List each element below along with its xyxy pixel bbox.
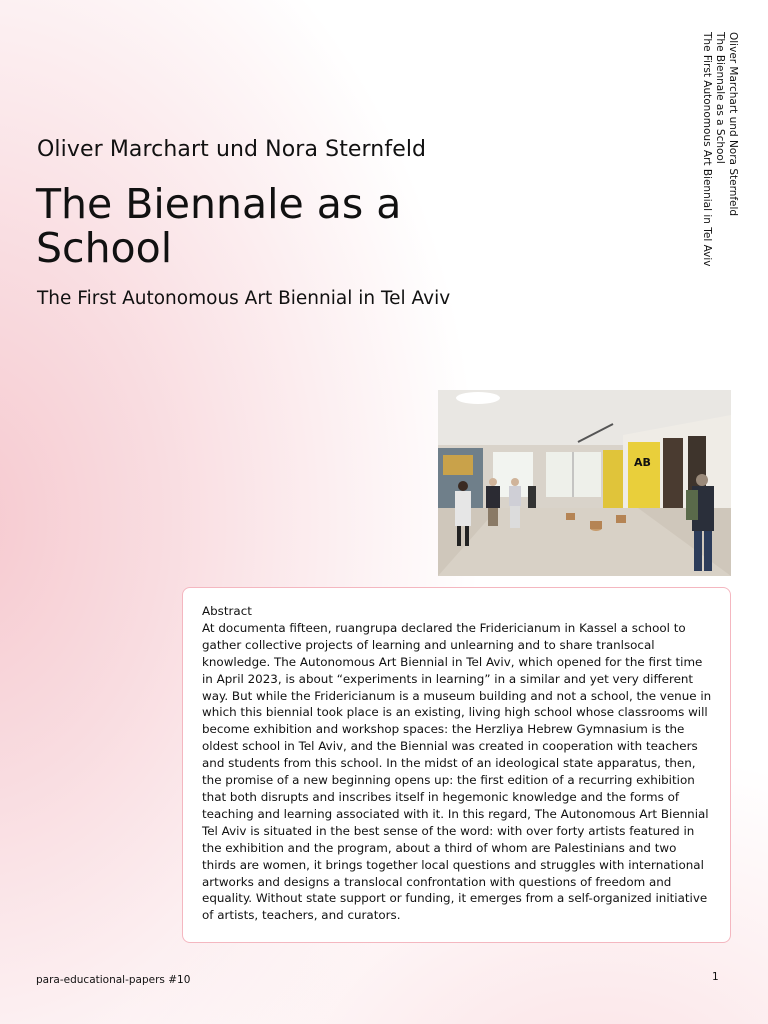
vertical-running-header xyxy=(697,32,739,272)
running-header-authors: Oliver Marchart und Nora Sternfeld xyxy=(727,32,739,217)
running-header-title: The Biennale as a School xyxy=(714,32,726,164)
exhibition-photo xyxy=(438,390,731,576)
abstract-box xyxy=(182,587,731,943)
abstract-label: Abstract xyxy=(202,604,252,618)
page-number: 1 xyxy=(712,971,719,983)
author-line: Oliver Marchart und Nora Sternfeld xyxy=(37,137,427,162)
page-title: The Biennale as a School xyxy=(36,180,402,272)
footer-series: para-educational-papers #10 xyxy=(36,974,191,986)
abstract-text: At documenta fifteen, ruangrupa declared the Fridericianum in Kassel a school to gather collective projects of learning and unlearning and to share tranlsocal knowledge. The Autonomous Art Biennial in Tel Aviv, which opened for the first time in April 2023, is about “experiments in learning” in a similar and yet very different way. But while the Fridericianum is a museum building and not a school, the venue in which this biennial took place is an existing, living high school whose classrooms will become exhibition and workshop spaces: the Herzliya Hebrew Gymnasium is the oldest school in Tel Aviv, and the Biennial was created in cooperation with teachers and students from this school. In the midst of an ideological state apparatus, then, the promise of a new beginning opens up: the first edition of a recurring exhibition that both disrupts and inscribes itself in hegemonic knowledge and the forms of teaching and learning associated with it. In this regard, The Autonomous Art Biennial Tel Aviv is situated in the best sense of the word: with over forty artists featured in the exhibition and the program, about a third of whom are Palestinians and two thirds are women, it brings together local questions and struggles with international artworks and designs a translocal confrontation with questions of freedom and equality. Without state support or funding, it emerges from a self-organized initiative of artists, teachers, and curators. xyxy=(202,620,712,923)
running-header-subtitle: The First Autonomous Art Biennial in Tel Aviv xyxy=(701,32,713,267)
banner-logo: AB xyxy=(634,456,651,469)
page-subtitle: The First Autonomous Art Biennial in Tel Aviv xyxy=(37,288,451,309)
